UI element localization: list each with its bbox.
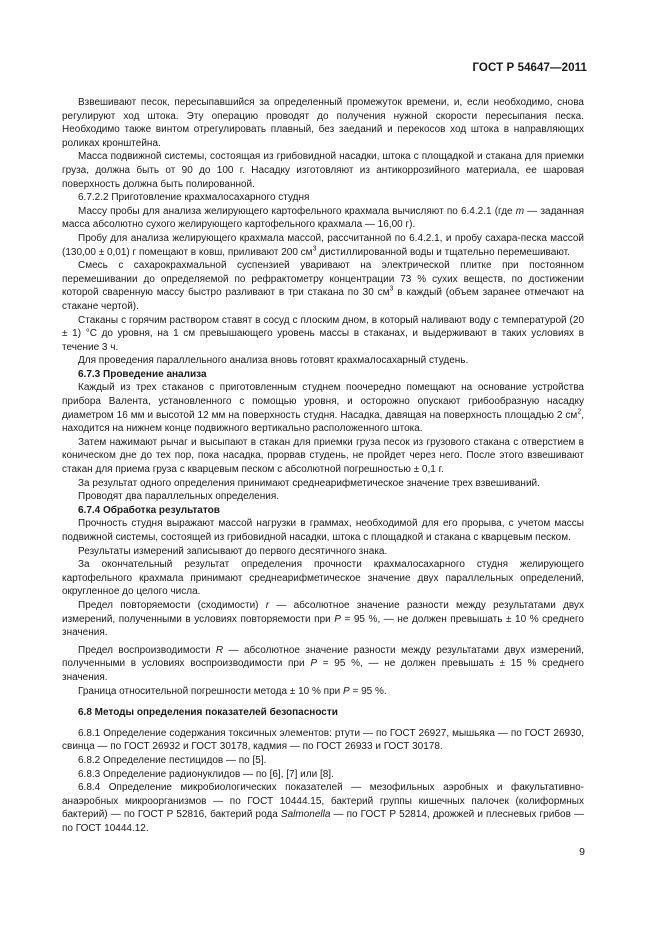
paragraph: Результаты измерений записывают до первого десятичного знака. xyxy=(78,545,388,557)
paragraph: Стаканы с горячим раствором ставят в сосуд с плоским дном, в который наливают воду с температурой (20 ± 1) °С до уровня, на 1 см превышающего уровень массы в стаканах, и выдерживают в таких условиях в течение 3 ч. xyxy=(62,314,584,353)
section-heading: 6.7.3 Проведение анализа xyxy=(78,368,207,380)
subsection-heading: 6.7.2.2 Приготовление крахмалосахарного студня xyxy=(78,192,310,204)
document-code-header: ГОСТ Р 54647—2011 xyxy=(472,62,587,74)
paragraph: 6.8.1 Определение содержания токсичных элементов: ртути — по ГОСТ 26927, мышьяка — по ГОСТ 26930, свинца — по ГОСТ 26932 и ГОСТ 30178, кадмия — по ГОСТ 26933 и ГОСТ 30178. xyxy=(62,727,584,753)
section-heading: 6.8 Методы определения показателей безопасности xyxy=(78,707,338,719)
paragraph: Взвешивают песок, пересыпавшийся за определенный промежуток времени, и, если необходимо, снова регулируют ход штока. Эту операцию проводят до получения нужной скорости пересыпания песка. Необходимо также винтом отрегулировать плавный, без заеданий и перекосов ход штока в направляющих роликах кронштейна. xyxy=(62,97,584,149)
paragraph: 6.8.3 Определение радионуклидов — по [6], [7] или [8]. xyxy=(78,768,334,780)
paragraph: Для проведения параллельного анализа вновь готовят крахмалосахарный студень. xyxy=(78,355,469,367)
section-heading: 6.7.4 Обработка результатов xyxy=(78,504,220,516)
paragraph: 6.8.2 Определение пестицидов — по [5]. xyxy=(78,754,267,766)
paragraph: Смесь с сахарокрахмальной суспензией уваривают на электрической плитке при постоянном перемешивании до определяемой по рефрактометру концентрации 73 % сухих веществ, по достижении которой сваренную массу быстро разливают в три стакана по 30 $см^3$ в каждый (объем заранее отмечают на стакане чертой). xyxy=(62,260,584,312)
paragraph: За результат одного определения принимают среднеарифметическое значение трех взвешиваний. xyxy=(78,477,540,489)
page-number: 9 xyxy=(579,846,585,858)
document-body xyxy=(62,96,584,835)
paragraph: Затем нажимают рычаг и высыпают в стакан для приемки груза песок из грузового стакана с отверстием в коническом дне до тех пор, пока насадка, прорвав студень, не пройдет через него. После этого взвешивают стакан для приема груза с кварцевым песком с абсолютной погрешностью ± 0,1 г. xyxy=(62,436,584,476)
paragraph: Пробу для анализа желирующего крахмала массой, рассчитанной по 6.4.2.1, и пробу сахара-песка массой (130,00 ± 0,01) г помещают в ковш, приливают 200 $см^3$ дистиллированной воды и тщательно перемешивают. xyxy=(62,232,584,258)
paragraph: За окончательный результат определения прочности крахмалосахарного студня желирующего картофельного крахмала принимают среднеарифметическое значение двух параллельных определений, округленное до целого числа. xyxy=(62,559,584,598)
paragraph: Проводят два параллельных определения. xyxy=(78,491,280,503)
paragraph: Предел воспроизводимости R — абсолютное значение разности между результатами двух измерений, полученными в условиях воспроизводимости при P = 95 %, — не должен превышать ± 15 % среднего значения. xyxy=(62,644,584,683)
paragraph: Массу пробы для анализа желирующего картофельного крахмала вычисляют по 6.4.2.1 (где m — заданная масса абсолютно сухого желирующего картофельного крахмала — 16,00 г). xyxy=(62,205,585,231)
paragraph: Масса подвижной системы, состоящая из грибовидной насадки, штока с площадкой и стакана для приемки груза, должна быть от 90 до 100 г. Насадку изготовляют из антикоррозийного материала, ее шаровая поверхность должна быть полированной. xyxy=(62,151,584,190)
paragraph: 6.8.4 Определение микробиологических показателей — мезофильных аэробных и факультативно-анаэробных микроорганизмов — по ГОСТ 10444.15, бактерий группы кишечных палочек (колиформных бактерий) — по ГОСТ Р 52816, бактерий рода Salmonella — по ГОСТ Р 52814, дрожжей и плесневых грибов — по ГОСТ 10444.12. xyxy=(62,782,584,834)
paragraph: Прочность студня выражают массой нагрузки в граммах, необходимой для его прорыва, с учетом массы подвижной системы, состоящей из грибовидной насадки, штока с площадкой и стакана с кварцевым песком. xyxy=(62,518,584,543)
paragraph: Каждый из трех стаканов с приготовленным студнем поочередно помещают на основание устройства прибора Валента, установленного с помощью уровня, и осторожно опускают грибообразную насадку диаметром 16 мм и высотой 12 мм на поверхность студня. Насадка, давящая на поверхность площадью 2 $см^2$, находится на нижнем конце подвижного вертикально расположенного штока. xyxy=(62,382,584,435)
paragraph: Граница относительной погрешности метода ± 10 % при P = 95 %. xyxy=(78,685,387,697)
paragraph: Предел повторяемости (сходимости) r — абсолютное значение разности между результатами двух измерений, полученными в условиях повторяемости при P = 95 %, — не должен превышать ± 10 % среднего значения. xyxy=(62,599,584,639)
